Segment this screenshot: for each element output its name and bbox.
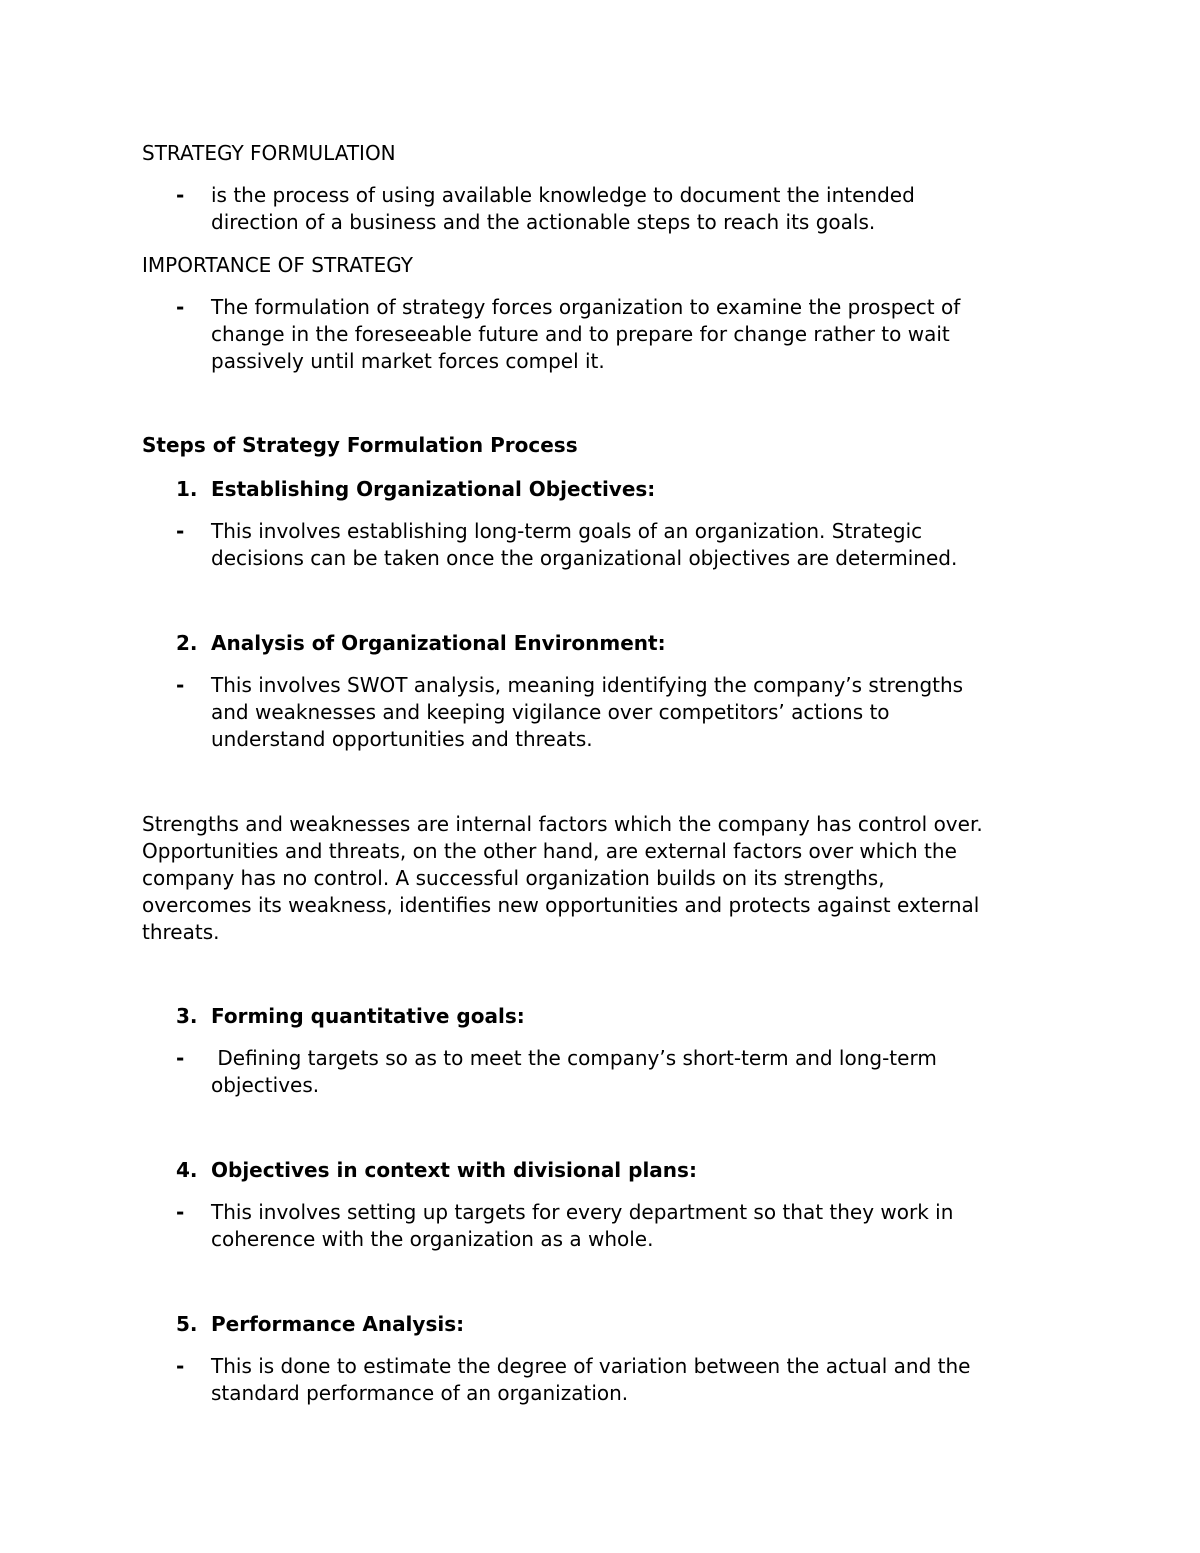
step-title: Establishing Organizational Objectives: [211, 477, 656, 501]
bullet-text-line: This involves establishing long-term goals of an organization. Strategic [211, 519, 923, 543]
bullet-text-line: This involves setting up targets for every department so that they work in [211, 1200, 954, 1224]
bullet-dash: - [176, 183, 185, 207]
bullet-dash: - [176, 519, 185, 543]
bullet-text-line: passively until market forces compel it. [211, 349, 605, 373]
step-number: 1. [176, 477, 198, 501]
paragraph-line: Opportunities and threats, on the other hand, are external factors over which the [142, 839, 957, 863]
paragraph-line: threats. [142, 920, 220, 944]
step-number: 2. [176, 631, 198, 655]
step-title: Performance Analysis: [211, 1312, 465, 1336]
bullet-dash: - [176, 673, 185, 697]
paragraph-line: Strengths and weaknesses are internal factors which the company has control over. [142, 812, 983, 836]
bullet-text-line: This is done to estimate the degree of variation between the actual and the [211, 1354, 971, 1378]
step-number: 4. [176, 1158, 198, 1182]
heading-strategy-formulation: STRATEGY FORMULATION [142, 141, 396, 165]
step-number: 3. [176, 1004, 198, 1028]
bullet-text-line: is the process of using available knowledge to document the intended [211, 183, 915, 207]
bullet-text-line: Defining targets so as to meet the company’s short-term and long-term [211, 1046, 937, 1070]
bullet-text-line: direction of a business and the actionable steps to reach its goals. [211, 210, 876, 234]
heading-steps: Steps of Strategy Formulation Process [142, 433, 578, 457]
bullet-text-line: This involves SWOT analysis, meaning identifying the company’s strengths [211, 673, 964, 697]
step-title: Objectives in context with divisional plans: [211, 1158, 697, 1182]
bullet-dash: - [176, 295, 185, 319]
step-number: 5. [176, 1312, 198, 1336]
paragraph-line: overcomes its weakness, identifies new opportunities and protects against external [142, 893, 980, 917]
bullet-dash: - [176, 1354, 185, 1378]
bullet-dash: - [176, 1046, 185, 1070]
bullet-text-line: change in the foreseeable future and to prepare for change rather to wait [211, 322, 950, 346]
step-title: Analysis of Organizational Environment: [211, 631, 666, 655]
bullet-text-line: objectives. [211, 1073, 320, 1097]
bullet-text-line: coherence with the organization as a whole. [211, 1227, 654, 1251]
paragraph-line: company has no control. A successful organization builds on its strengths, [142, 866, 885, 890]
bullet-text-line: and weaknesses and keeping vigilance over competitors’ actions to [211, 700, 890, 724]
bullet-text-line: standard performance of an organization. [211, 1381, 629, 1405]
step-title: Forming quantitative goals: [211, 1004, 525, 1028]
bullet-text-line: The formulation of strategy forces organization to examine the prospect of [211, 295, 961, 319]
heading-importance-of-strategy: IMPORTANCE OF STRATEGY [142, 253, 413, 277]
bullet-text-line: decisions can be taken once the organizational objectives are determined. [211, 546, 958, 570]
bullet-text-line: understand opportunities and threats. [211, 727, 593, 751]
bullet-dash: - [176, 1200, 185, 1224]
